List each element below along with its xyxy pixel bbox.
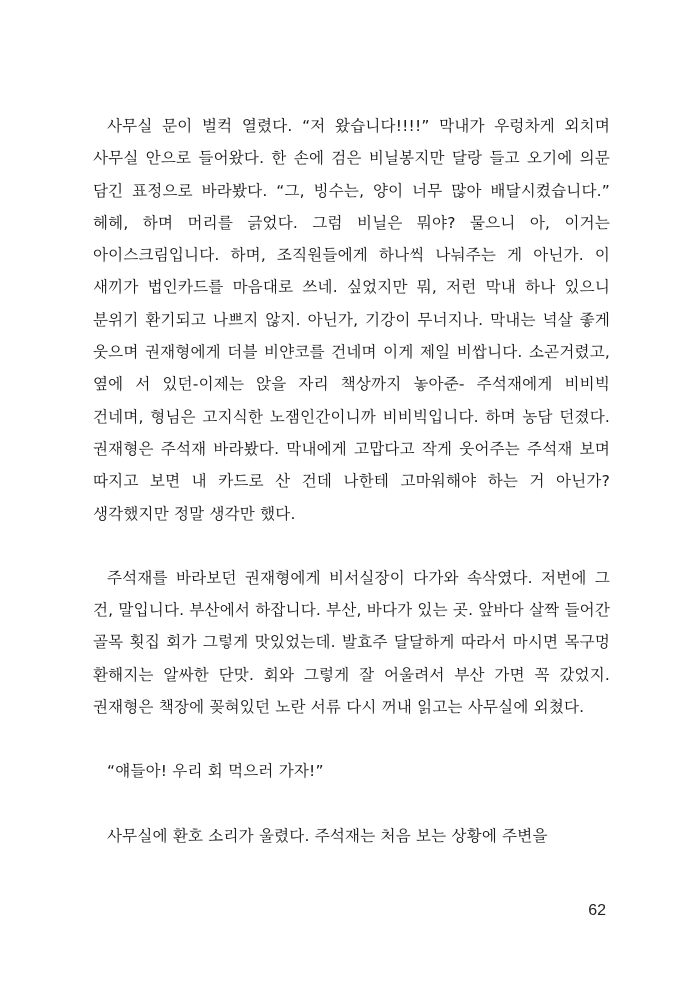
page-number: 62 <box>588 902 606 919</box>
paragraph-4: 사무실에 환호 소리가 울렸다. 주석재는 처음 보는 상황에 주변을 <box>107 826 548 845</box>
paragraph-3: “얘들아! 우리 회 먹으러 가자!” <box>107 762 324 781</box>
paragraph-1: 사무실 문이 벌컥 열렸다. “저 왔습니다!!!!” 막내가 우렁차게 외치며 사무실 안으로 들어왔다. 한 손에 검은 비닐봉지만 달랑 들고 오기에 의문 담긴 표정으로 바라봤다. “그, 빙수는, 양이 너무 많아 배달시켰습니다.” 헤헤, 하며 머리를 긁었다. 그럼 비닐은 뭐야? 물으니 아, 이거는 아이스크림입니다. 하며, 조직원들에게 하나씩 나눠주는 게 아닌가. 이 새끼가 법인카드를 마음대로 쓰네. 싶었지만 뭐, 저런 막내 하나 있으니 분위기 환기되고 나쁘지 않지. 아닌가, 기강이 무너지나. 막내는 넉살 좋게 웃으며 권재형에게 더블 비얀코를 건네며 이게 제일 비쌉니다. 소곤거렸고, 옆에 서 있던-이제는 앉을 자리 책상까지 놓아준- 주석재에게 비비빅 건네며, 형님은 고지식한 노잼인간이니까 비비빅입니다. 하며 농담 던졌다. 권재형은 주석재 바라봤다. 막내에게 고맙다고 작게 웃어주는 주석재 보며 따지고 보면 내 카드로 산 건데 나한테 고마워해야 하는 거 아닌가? 생각했지만 정말 생각만 했다. <box>93 117 610 523</box>
body-text <box>93 110 610 852</box>
paragraph-2: 주석재를 바라보던 권재형에게 비서실장이 다가와 속삭였다. 저번에 그 건, 말입니다. 부산에서 하잡니다. 부산, 바다가 있는 곳. 앞바다 살짝 들어간 골목 횟집 회가 그렇게 맛있었는데. 발효주 달달하게 따라서 마시면 목구멍 환해지는 알싸한 단맛. 회와 그렇게 잘 어울려서 부산 가면 꼭 갔었지. 권재형은 책장에 꽂혀있던 노란 서류 다시 꺼내 읽고는 사무실에 외쳤다. <box>93 568 610 717</box>
